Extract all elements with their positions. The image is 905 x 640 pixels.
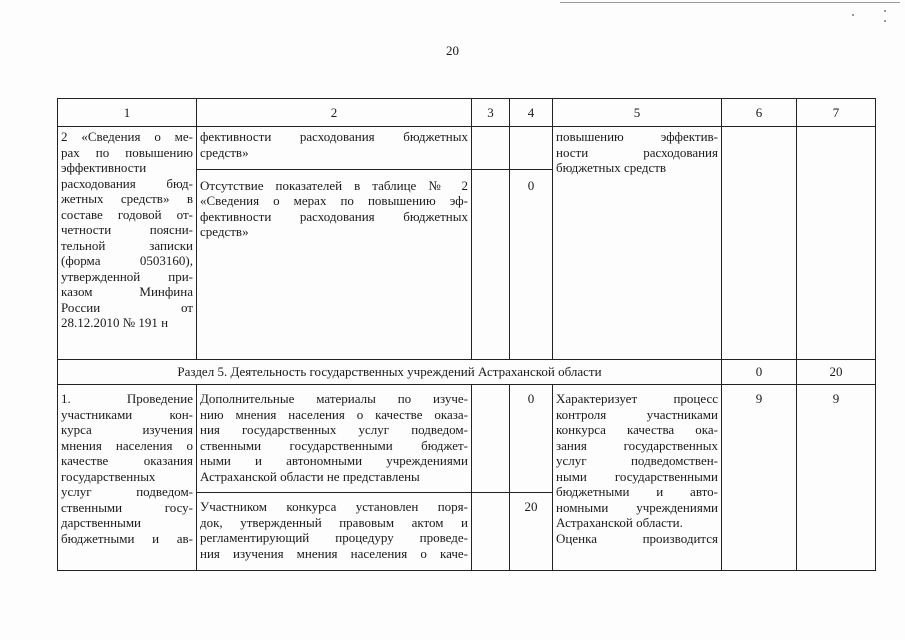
text-line: Участником конкурса установлен поря- [200,499,468,514]
scan-edge-line [560,2,900,3]
text-line: жетных средств» в [61,191,193,206]
score-col7: 9 [797,385,876,571]
text-line: ности расходования [556,144,718,160]
score-col6: 9 [722,385,797,571]
text-line: «Сведения о мерах по повышению эф- [200,193,468,209]
empty-cell [472,493,510,571]
document-table [57,98,876,571]
text-line: ственными госу- [61,499,193,515]
section-title: Раздел 5. Деятельность государственных учреждений Астраханской области [58,360,722,385]
header-cell: 5 [553,99,722,127]
text-line: рах по повышению [61,144,193,160]
score-cell: 0 [510,385,553,493]
text-line: (форма 0503160), [61,253,193,268]
score-cell: 0 [510,169,553,359]
text-line: ными и автономными учреждениями [200,453,468,468]
score-cell: 20 [510,493,553,571]
text-line: России от [61,299,193,315]
text-line: ния государственных услуг подведом- [200,422,468,437]
section-score-col6: 0 [722,360,797,385]
text-line: бюджетных средств [556,160,667,175]
text-line: эффективности [61,160,147,175]
section-row [58,360,876,385]
scan-speck [884,20,886,22]
page-number: 20 [446,43,459,58]
description-cell [197,385,472,493]
header-cell: 6 [722,99,797,127]
text-line: зания государственных [556,437,718,453]
text-line: ными государственными [556,468,718,484]
header-cell: 1 [58,99,197,127]
text-line: повышению эффектив- [556,129,718,144]
text-line: Дополнительные материалы по изуче- [200,391,468,406]
text-line: 1. Проведение [61,391,193,406]
text-line: средств» [200,144,249,160]
text-line: средств» [200,224,249,240]
description-cell [197,127,472,170]
empty-cell [472,385,510,493]
text-line: утвержденной при- [61,268,193,284]
description-cell [197,169,472,359]
text-line: нию мнения населения о качестве оказа- [200,406,468,422]
text-line: бюджетными и авто- [556,484,718,499]
section-score-col7: 20 [797,360,876,385]
text-line: качестве оказания [61,453,193,468]
table-row [58,127,876,170]
text-line: 28.12.2010 № 191 н [61,315,169,330]
text-line: государственных [61,468,156,484]
text-line: четности поясни- [61,222,193,237]
text-line: ственными государственными бюджет- [200,437,468,453]
text-line: 2 «Сведения о ме- [61,129,193,144]
text-line: Характеризует процесс [556,391,718,406]
text-line: Отсутствие показателей в таблице № 2 [200,177,468,193]
text-line: Астраханской области не представлены [200,468,420,484]
indicator-name-cell [58,127,197,360]
empty-cell [722,127,797,360]
text-line: ния изучения мнения населения о каче- [200,545,468,561]
text-line: фективности расходования бюджетных [200,208,468,224]
empty-cell [472,169,510,359]
text-line: курса изучения [61,422,193,437]
text-line: док, утвержденный правовым актом и [200,514,468,530]
text-line: расходования бюд- [61,175,193,191]
text-line: мнения населения о [61,437,193,453]
empty-cell [472,127,510,170]
text-line: услуг подведомствен- [556,453,718,468]
text-line: конкурса качества ока- [556,422,718,437]
header-cell: 4 [510,99,553,127]
text-line: дарственными [61,515,141,530]
header-row [58,99,876,127]
text-line: номными учреждениями [556,499,718,515]
empty-cell [797,127,876,360]
scan-speck [852,14,854,16]
text-line: тельной записки [61,237,193,253]
text-line: Оценка производится [556,530,718,546]
text-line: составе годовой от- [61,206,193,222]
text-line: услуг подведом- [61,484,193,499]
text-line: регламентирующий процедуру проведе- [200,530,468,545]
table-row [58,385,876,493]
scan-speck [884,10,886,12]
text-line: бюджетными и ав- [61,530,193,546]
header-cell: 7 [797,99,876,127]
header-cell: 2 [197,99,472,127]
characteristic-cell [553,127,722,360]
empty-cell [510,127,553,170]
indicator-name-cell [58,385,197,571]
text-line: участниками кон- [61,406,193,422]
text-line: Астраханской области. [556,515,683,530]
description-cell [197,493,472,571]
header-cell: 3 [472,99,510,127]
text-line: казом Минфина [61,284,193,299]
text-line: фективности расходования бюджетных [200,129,468,144]
characteristic-cell [553,385,722,571]
text-line: контроля участниками [556,406,718,422]
